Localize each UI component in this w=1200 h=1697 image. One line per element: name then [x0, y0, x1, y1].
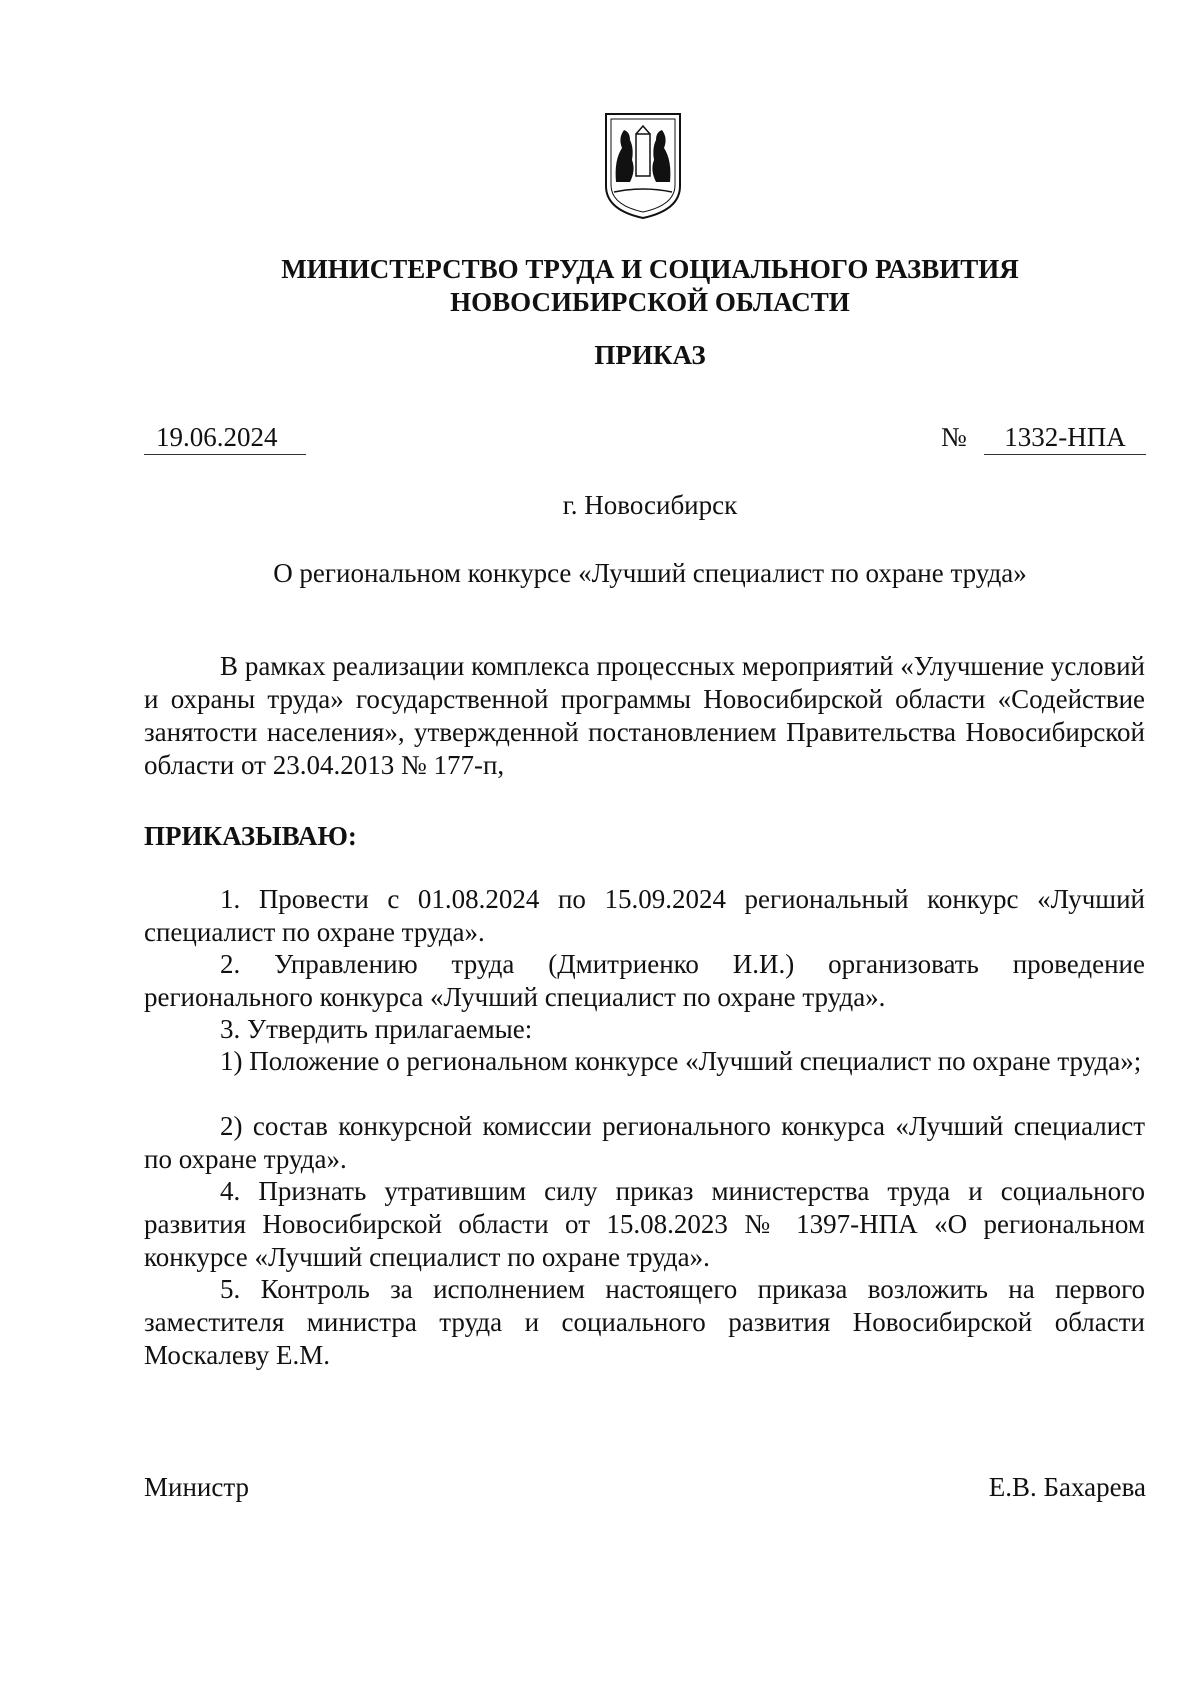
document-subject: О региональном конкурсе «Лучший специалист по охране труда»	[273, 558, 1027, 588]
document-number: 1332-НПА	[984, 420, 1146, 455]
signatory-title: Министр	[144, 1472, 249, 1502]
signatory-name: Е.В. Бахарева	[988, 1472, 1146, 1502]
document-date: 19.06.2024	[144, 420, 306, 455]
organization-name-line2: НОВОСИБИРСКОЙ ОБЛАСТИ	[450, 287, 850, 317]
organization-name-line1: МИНИСТЕРСТВО ТРУДА И СОЦИАЛЬНОГО РАЗВИТИЯ	[281, 254, 1019, 284]
order-subitem-1: 1) Положение о региональном конкурсе «Лучший специалист по охране труда»;	[220, 1046, 1142, 1076]
preamble-paragraph: В рамках реализации комплекса процессных мероприятий «Улучшение условий и охраны труда» государственной программы Новосибирской области «Содействие занятости населения», утвержденной постановлением Правительства Новосибирской области от 23.04.2013 № 177-п,	[144, 651, 1145, 780]
order-item-1: 1. Провести с 01.08.2024 по 15.09.2024 региональный конкурс «Лучший специалист по охране труда».	[144, 884, 1145, 947]
order-item-2: 2. Управлению труда (Дмитриенко И.И.) организовать проведение регионального конкурса «Лучший специалист по охране труда».	[144, 949, 1145, 1012]
order-subitem-2: 2) состав конкурсной комиссии регионального конкурса «Лучший специалист по охране труда».	[144, 1111, 1145, 1174]
number-sign: №	[941, 422, 967, 452]
order-item-3: 3. Утвердить прилагаемые:	[220, 1014, 533, 1044]
coat-of-arms-icon	[600, 108, 686, 220]
city: г. Новосибирск	[562, 490, 738, 520]
order-item-5: 5. Контроль за исполнением настоящего приказа возложить на первого заместителя министра труда и социального развития Новосибирской области Москалеву Е.М.	[144, 1274, 1145, 1370]
order-item-4: 4. Признать утратившим силу приказ министерства труда и социального развития Новосибирской области от 15.08.2023 № 1397-НПА «О региональном конкурсе «Лучший специалист по охране труда».	[144, 1176, 1145, 1272]
order-word: ПРИКАЗЫВАЮ:	[144, 821, 357, 851]
document-type: ПРИКАЗ	[594, 340, 706, 370]
